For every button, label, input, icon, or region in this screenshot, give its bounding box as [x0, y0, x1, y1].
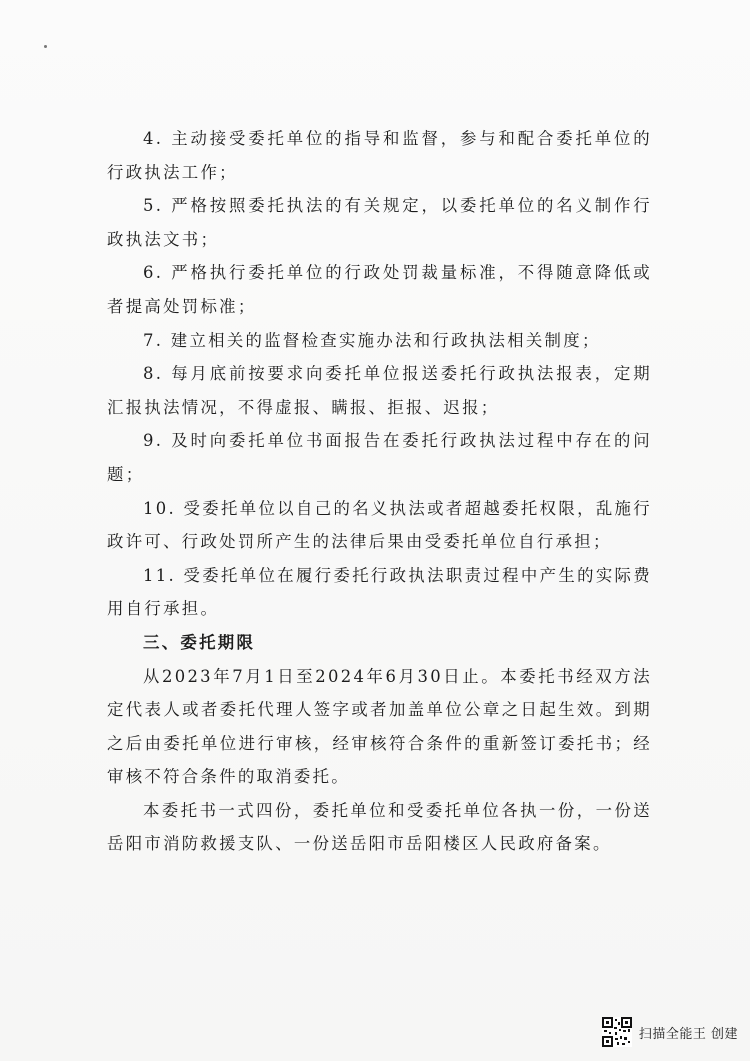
scanner-watermark — [602, 1017, 738, 1047]
clause-7: 7. 建立相关的监督检查实施办法和行政执法相关制度； — [143, 330, 601, 350]
clause-6: 6. 严格执行委托单位的行政处罚裁量标准，不得随意降低或者提高处罚标准； — [107, 263, 652, 316]
period-paragraph: 从2023年7月1日至2024年6月30日止。本委托书经双方法定代表人或者委托代理人签字或者加盖单位公章之日起生效。到期之后由委托单位进行审核，经审核符合条件的重新签订委托书；经审核不符合条件的取消委托。 — [107, 666, 652, 787]
watermark-text: 扫描全能王 创建 — [638, 1026, 738, 1042]
clause-9: 9. 及时向委托单位书面报告在委托行政执法过程中存在的问题； — [107, 431, 652, 484]
qr-code-icon — [602, 1017, 632, 1047]
copies-paragraph: 本委托书一式四份，委托单位和受委托单位各执一份，一份送岳阳市消防救援支队、一份送岳阳市岳阳楼区人民政府备案。 — [107, 800, 652, 854]
clause-10: 10. 受委托单位以自己的名义执法或者超越委托权限，乱施行政许可、行政处罚所产生的法律后果由受委托单位自行承担； — [107, 498, 652, 552]
clause-4: 4. 主动接受委托单位的指导和监督，参与和配合委托单位的行政执法工作； — [107, 129, 652, 182]
clause-8: 8. 每月底前按要求向委托单位报送委托行政执法报表，定期汇报执法情况，不得虚报、瞒报、拒报、迟报； — [107, 364, 652, 417]
document-body — [107, 122, 652, 861]
section-heading: 三、委托期限 — [143, 632, 256, 652]
clause-11: 11. 受委托单位在履行委托行政执法职责过程中产生的实际费用自行承担。 — [107, 565, 652, 619]
clause-5: 5. 严格按照委托执法的有关规定，以委托单位的名义制作行政执法文书； — [107, 196, 652, 249]
scan-speck — [44, 45, 47, 48]
